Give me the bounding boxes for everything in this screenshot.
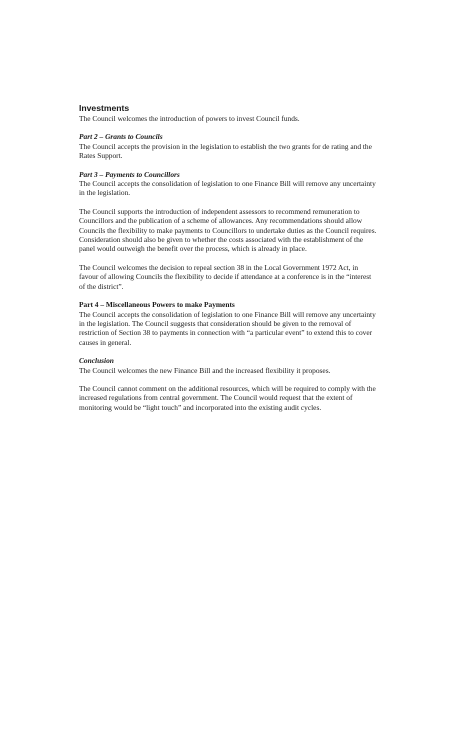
part3-heading: Part 3 – Payments to Councillors [79, 169, 180, 179]
part4-heading: Part 4 – Miscellaneous Powers to make Payments [79, 300, 235, 310]
investments-paragraph: The Council welcomes the introduction of powers to invest Council funds. [79, 114, 300, 123]
part3-paragraph-3: The Council welcomes the decision to repeal section 38 in the Local Government 1972 Act, in favour of allowing Councils the flexibility to decide if attendance at a conference is in the “interest of the district”. [79, 262, 372, 291]
part3-paragraph-1: The Council accepts the consolidation of legislation to one Finance Bill will remove any uncertainty in the legislation. [79, 179, 376, 198]
conclusion-paragraph-1: The Council welcomes the new Finance Bill and the increased flexibility it proposes. [79, 365, 331, 375]
part4-paragraph: The Council accepts the consolidation of legislation to one Finance Bill will remove any uncertainty in the legislation. The Council suggests that consideration should be given to the removal of restriction of Section 38 to payments in connection with “a particular event” to extend this to cover causes in general. [79, 309, 376, 347]
part3-paragraph-2: The Council supports the introduction of independent assessors to recommend remuneration to Councillors and the publication of a scheme of allowances. Any recommendations should allow Councils the flexibility to make payments to Councillors to undertake duties as the Council requires. Consideration should also be given to whether the costs associated with the establishment of the panel would outweigh the benefit over the process, which is already in place. [79, 206, 377, 254]
part2-heading: Part 2 – Grants to Councils [79, 132, 163, 142]
part2-paragraph: The Council accepts the provision in the legislation to establish the two grants for de rating and the Rates Support. [79, 141, 372, 161]
section-title-investments: Investments [79, 103, 130, 113]
document-body [79, 103, 379, 412]
conclusion-heading: Conclusion [79, 356, 114, 366]
conclusion-paragraph-2: The Council cannot comment on the additional resources, which will be required to comply with the increased regulations from central government. The Council would request that the extent of monitoring would be “light touch” and incorporated into the existing audit cycles. [79, 383, 376, 412]
